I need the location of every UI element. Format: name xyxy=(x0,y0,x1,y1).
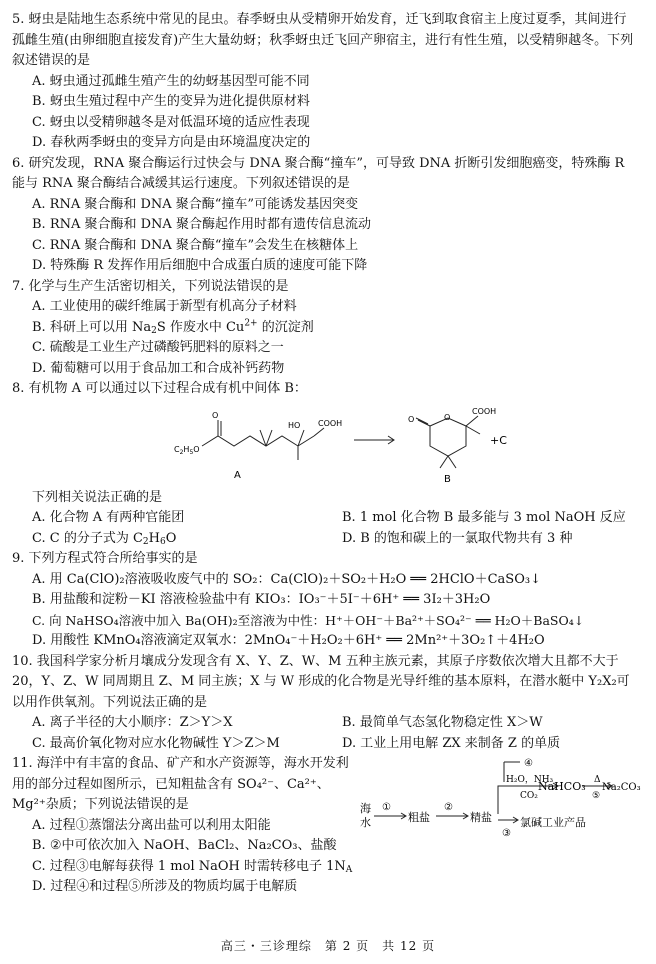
compound-b-structure xyxy=(416,416,480,468)
q11-option-c xyxy=(12,857,638,878)
q10-option-a: A. 离子半径的大小顺序：Z＞Y＞X xyxy=(32,715,233,730)
flow-fine-salt: 精盐 xyxy=(470,811,492,824)
flow-seawater-2: 水 xyxy=(360,816,371,829)
q7-option-a: A. 工业使用的碳纤维属于新型有机高分子材料 xyxy=(32,299,297,314)
flow-step-3: ③ xyxy=(502,828,511,839)
q11-option-d: D. 过程④和过程⑤所涉及的物质均属于电解质 xyxy=(32,879,298,894)
q5-option-a: A. 蚜虫通过孤雌生殖产生的幼蚜基因型可能不同 xyxy=(32,73,310,89)
q8-option-d: D. B 的饱和碳上的一氯取代物共有 3 种 xyxy=(342,530,573,546)
question-8-stem: 8. 有机物 A 可以通过以下过程合成有机中间体 B： xyxy=(12,381,307,396)
q6-option-c: C. RNA 聚合酶和 DNA 聚合酶“撞车”会发生在核糖体上 xyxy=(32,237,359,253)
question-6-stem: 6. 研究发现，RNA 聚合酶运行过快会与 DNA 聚合酶“撞车”，可导致 DNA 折断引发细胞癌变，特殊酶 R 能与 RNA 聚合酶结合减缓其运行速度。下列叙述错误的是 xyxy=(12,155,625,191)
flow-step-2: ② xyxy=(444,802,453,813)
q8-option-c-sub: 2 xyxy=(142,536,149,547)
q5-option-b: B. 蚜虫生殖过程中产生的变异为进化提供原材料 xyxy=(32,94,310,109)
q5-option-d: D. 春秋两季蚜虫的变异方向是由环境温度决定的 xyxy=(32,135,311,150)
flow-chlor-alkali: 氯碱工业产品 xyxy=(520,816,586,829)
q9-option-d: D. 用酸性 KMnO₄溶液滴定双氧水：2MnO₄⁻＋H₂O₂＋6H⁺ ══ 2Mn²⁺＋3O₂↑＋4H₂O xyxy=(32,633,545,648)
q5-option-c: C. 蚜虫以受精卵越冬是对低温环境的适应性表现 xyxy=(32,114,310,130)
q6-option-d: D. 特殊酶 R 发挥作用后细胞中合成蛋白质的速度可能下降 xyxy=(32,258,368,273)
q9-option-a: A. 用 Ca(ClO)₂溶液吸收废气中的 SO₂：Ca(ClO)₂＋SO₂＋H₂O ══ 2HClO＋CaSO₃↓ xyxy=(32,571,541,587)
ester-o: O xyxy=(193,444,200,454)
ester-h: H xyxy=(183,444,190,454)
ester-c: C xyxy=(174,444,180,454)
reaction-arrow xyxy=(354,436,394,444)
q7-option-b-sup: 2+ xyxy=(244,318,258,329)
q7-option-c: C. 硫酸是工业生产过磷酸钙肥料的原料之一 xyxy=(32,340,284,355)
q7-option-d: D. 葡萄糖可以用于食品加工和合成补钙药物 xyxy=(32,360,285,376)
flow-nahco3: NaHCO₃ xyxy=(538,780,586,793)
q8-options-row-2 xyxy=(12,529,638,550)
reaction-scheme-svg xyxy=(172,400,512,486)
flow-reagents: H₂O，NH₃ xyxy=(506,775,554,785)
q6-option-a: A. RNA 聚合酶和 DNA 聚合酶“撞车”可能诱发基因突变 xyxy=(32,196,359,212)
byproduct-c-label: +C xyxy=(490,433,507,447)
ester-h-sub: 5 xyxy=(189,448,194,456)
q8-option-c-part: H xyxy=(148,530,160,546)
ester-group-label xyxy=(174,445,200,456)
ring-o: O xyxy=(444,412,451,422)
ester-c-sub: 2 xyxy=(179,448,184,456)
flow-crude-salt: 粗盐 xyxy=(408,811,430,824)
carboxyl-b-label: COOH xyxy=(472,406,497,416)
q10-options-row-1 xyxy=(12,713,638,734)
question-10 xyxy=(12,652,638,755)
question-9 xyxy=(12,549,638,652)
q7-option-b-part: B. 科研上可以用 Na xyxy=(32,319,152,335)
flow-step-5: ⑤ xyxy=(592,791,601,801)
question-9-stem: 9. 下列方程式符合所给事实的是 xyxy=(12,551,198,566)
seawater-process-diagram xyxy=(358,754,648,844)
question-8-prompt: 下列相关说法正确的是 xyxy=(32,489,163,505)
question-8 xyxy=(12,379,638,549)
q10-option-b: B. 最简单气态氢化物稳定性 X＞W xyxy=(342,715,543,730)
q11-option-c-part: C. 过程③电解每获得 1 mol NaOH 时需转移电子 1N xyxy=(32,858,346,874)
q11-option-c-sub: A xyxy=(345,864,353,875)
hydroxyl-label: HO xyxy=(288,420,301,430)
question-11-text xyxy=(12,754,352,816)
flow-step-4: ④ xyxy=(524,758,533,769)
question-11-stem: 11. 海洋中有丰富的食品、矿产和水产资源等，海水开发利用的部分过程如图所示，已知粗盐含有 SO₄²⁻、Ca²⁺、Mg²⁺杂质；下列说法错误的是 xyxy=(12,756,349,812)
compound-a-structure xyxy=(202,420,324,460)
compound-a-label: A xyxy=(234,469,241,481)
q8-option-b: B. 1 mol 化合物 B 最多能与 3 mol NaOH 反应 xyxy=(342,510,626,525)
q8-option-c-part: C. C 的分子式为 C xyxy=(32,530,143,546)
q10-option-d: D. 工业上用电解 ZX 来制备 Z 的单质 xyxy=(342,735,561,751)
flow-na2co3: Na₂CO₃ xyxy=(602,782,641,793)
q7-option-b-sub: 2 xyxy=(151,325,157,336)
compound-b-label: B xyxy=(444,473,451,485)
q7-option-b-part: S 作废水中 Cu xyxy=(156,319,245,335)
flow-step-1: ① xyxy=(382,802,391,813)
carboxyl-a-label: COOH xyxy=(318,418,343,428)
q10-options-row-2 xyxy=(12,734,638,755)
q8-option-c-part: O xyxy=(165,530,177,546)
q8-option-a: A. 化合物 A 有两种官能团 xyxy=(32,510,185,525)
lactone-carbonyl-o: O xyxy=(408,414,415,424)
q10-option-c: C. 最高价氧化物对应水化物碱性 Y＞Z＞M xyxy=(32,735,280,751)
flow-heat: Δ xyxy=(594,775,601,785)
q9-option-b: B. 用盐酸和淀粉－KI 溶液检验盐中有 KIO₃：IO₃⁻＋5I⁻＋6H⁺ ══ 3I₂＋3H₂O xyxy=(32,592,491,607)
q11-option-b: B. ②中可依次加入 NaOH、BaCl₂、Na₂CO₃、盐酸 xyxy=(32,838,337,853)
q8-option-c xyxy=(32,529,342,550)
question-6 xyxy=(12,154,638,277)
q9-option-c: C. 向 NaHSO₄溶液中加入 Ba(OH)₂至溶液为中性：H⁺＋OH⁻＋Ba²⁺＋SO₄²⁻ ══ H₂O＋BaSO₄↓ xyxy=(32,612,585,628)
q6-option-b: B. RNA 聚合酶和 DNA 聚合酶起作用时都有遗传信息流动 xyxy=(32,217,371,232)
question-11 xyxy=(12,754,641,898)
q11-option-a: A. 过程①蒸馏法分离出盐可以利用太阳能 xyxy=(32,817,271,833)
question-10-stem: 10. 我国科学家分析月壤成分发现含有 X、Y、Z、W、M 五种主族元素，其原子序数依次增大且都不大于 20，Y、Z、W 同周期且 Z、M 同主族；X 与 W 形成的化合物是光导纤维的基本原料，在潜水艇中 Y₂X₂可以用作供氧剂。下列说法正确的是 xyxy=(12,653,630,710)
question-5 xyxy=(12,10,638,154)
reaction-scheme xyxy=(12,400,638,486)
question-7-stem: 7. 化学与生产生活密切相关，下列说法错误的是 xyxy=(12,278,289,294)
q7-option-b-part: 的沉淀剂 xyxy=(257,319,314,335)
q7-option-b xyxy=(12,318,638,339)
question-5-stem: 5. 蚜虫是陆地生态系统中常见的昆虫。春季蚜虫从受精卵开始发育，迁飞到取食宿主上度过夏季，其间进行孤雌生殖(由卵细胞直接发育)产生大量幼蚜；秋季蚜虫迁飞回产卵宿主，进行有性生殖，以受精卵越冬。下列叙述错误的是 xyxy=(12,12,634,68)
page-footer: 高三・三诊理综 第 2 页 共 12 页 xyxy=(220,939,436,953)
flow-co2: CO₂ xyxy=(520,791,538,801)
flow-seawater-1: 海 xyxy=(360,802,371,815)
ester-carbonyl-o: O xyxy=(212,410,219,420)
question-7 xyxy=(12,277,638,380)
q8-option-c-sub: 6 xyxy=(160,536,166,547)
q8-options-row-1 xyxy=(12,508,638,529)
